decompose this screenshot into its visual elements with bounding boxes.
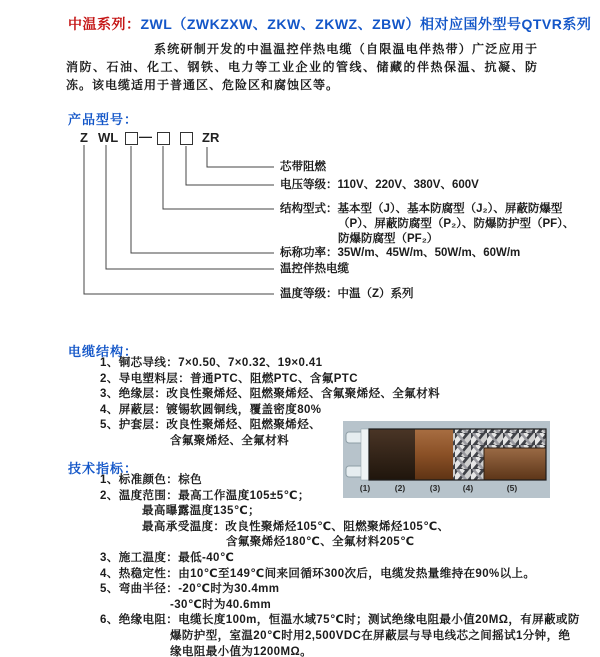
spec-line: 最高曝露温度135℃； xyxy=(142,505,261,518)
intro-paragraph: 系统研制开发的中温温控伴热电缆（自限温电伴热带）广泛应用于消防、石油、化工、钢铁、电力等工业企业的管线、储藏的伴热保温、抗凝、防冻。该电缆适用于普通区、危险区和腐蚀区等。 xyxy=(66,42,538,92)
figure-part-label: (4) xyxy=(462,483,474,493)
model-label-voltage: 电压等级：110V、220V、380V、600V xyxy=(280,179,479,191)
figure-part-label: (5) xyxy=(506,483,518,493)
product-model-heading: 产品型号： xyxy=(68,112,139,127)
tech-specs-list xyxy=(100,473,600,657)
title-model-text: ZWL（ZWKZXW、ZKW、ZKWZ、ZBW）相对应国外型号QTVR系列 xyxy=(140,16,592,32)
figure-part-label: (3) xyxy=(429,483,441,493)
spec-line: 3、施工温度：最低-40℃ xyxy=(100,551,235,564)
model-label-flame-retardant: 芯带阻燃 xyxy=(280,161,326,173)
spec-line: 缘电阻最小值为1200MΩ。 xyxy=(170,645,312,657)
model-code-z: Z xyxy=(80,130,88,145)
structure-line: 4、屏蔽层：镀锡软圆铜线，覆盖密度80% xyxy=(100,403,322,416)
tech-specs-heading: 技术指标： xyxy=(68,461,139,476)
spec-line: 5、弯曲半径：-20℃时为30.4mm xyxy=(100,583,280,596)
model-label-cable-type: 温控伴热电缆 xyxy=(280,263,349,275)
model-label-temp-grade: 温度等级：中温（Z）系列 xyxy=(280,288,414,300)
spec-line: 1、标准颜色：棕色 xyxy=(100,474,202,486)
structure-line: 含氟聚烯烃、全氟材料 xyxy=(170,434,289,447)
model-blank-box-power xyxy=(125,132,138,145)
cable-structure-heading: 电缆结构： xyxy=(68,344,139,359)
structure-line: 5、护套层：改良性聚烯烃、阻燃聚烯烃、 xyxy=(100,419,321,432)
model-code-wl: WL xyxy=(98,130,119,145)
model-code-dash: — xyxy=(139,129,152,144)
model-code-zr: ZR xyxy=(202,130,220,145)
product-model-section xyxy=(60,105,590,340)
spec-line: -30℃时为40.6mm xyxy=(170,598,272,611)
model-label-rated-power: 标称功率：35W/m、45W/m、50W/m、60W/m xyxy=(280,247,521,259)
spec-line: 最高承受温度：改良性聚烯烃105℃、阻燃聚烯烃105℃、 xyxy=(142,520,450,533)
structure-line: 2、导电塑料层：普通PTC、阻燃PTC、含氟PTC xyxy=(100,372,358,385)
title-series-prefix: 中温系列： xyxy=(68,16,141,32)
structure-line: 3、绝缘层：改良性聚烯烃、阻燃聚烯烃、含氟聚烯烃、全氟材料 xyxy=(100,388,440,401)
figure-part-label: (1) xyxy=(359,483,371,493)
spec-line: 6、绝缘电阻：电缆长度100m，恒温水域75℃时；测试绝缘电阻最小值20MΩ，有屏蔽或防 xyxy=(100,614,580,627)
structure-line: 1、铜芯导线：7×0.50、7×0.32、19×0.41 xyxy=(100,357,323,369)
figure-part-label: (2) xyxy=(394,483,406,493)
spec-line: 4、热稳定性：由10℃至149℃间来回循环300次后，电缆发热量维持在90%以上。 xyxy=(100,567,536,580)
spec-line: 含氟聚烯烃180℃、全氟材料205℃ xyxy=(226,536,415,549)
model-blank-box-structure xyxy=(157,132,170,145)
document-title xyxy=(68,14,591,34)
model-label-structure-type: 结构型式：基本型（J）、基本防腐型（J₂）、屏蔽防爆型 （P）、屏蔽防腐型（P₂）、防爆防护型（PF）、 防爆防腐型（PF₂） xyxy=(280,203,575,245)
spec-line: 爆防护型，室温20℃时用2,500VDC在屏蔽层与导电线芯之间摇试1分钟，绝 xyxy=(170,629,571,642)
spec-line: 2、温度范围：最高工作温度105±5℃； xyxy=(100,489,310,502)
model-blank-box-voltage xyxy=(180,132,193,145)
